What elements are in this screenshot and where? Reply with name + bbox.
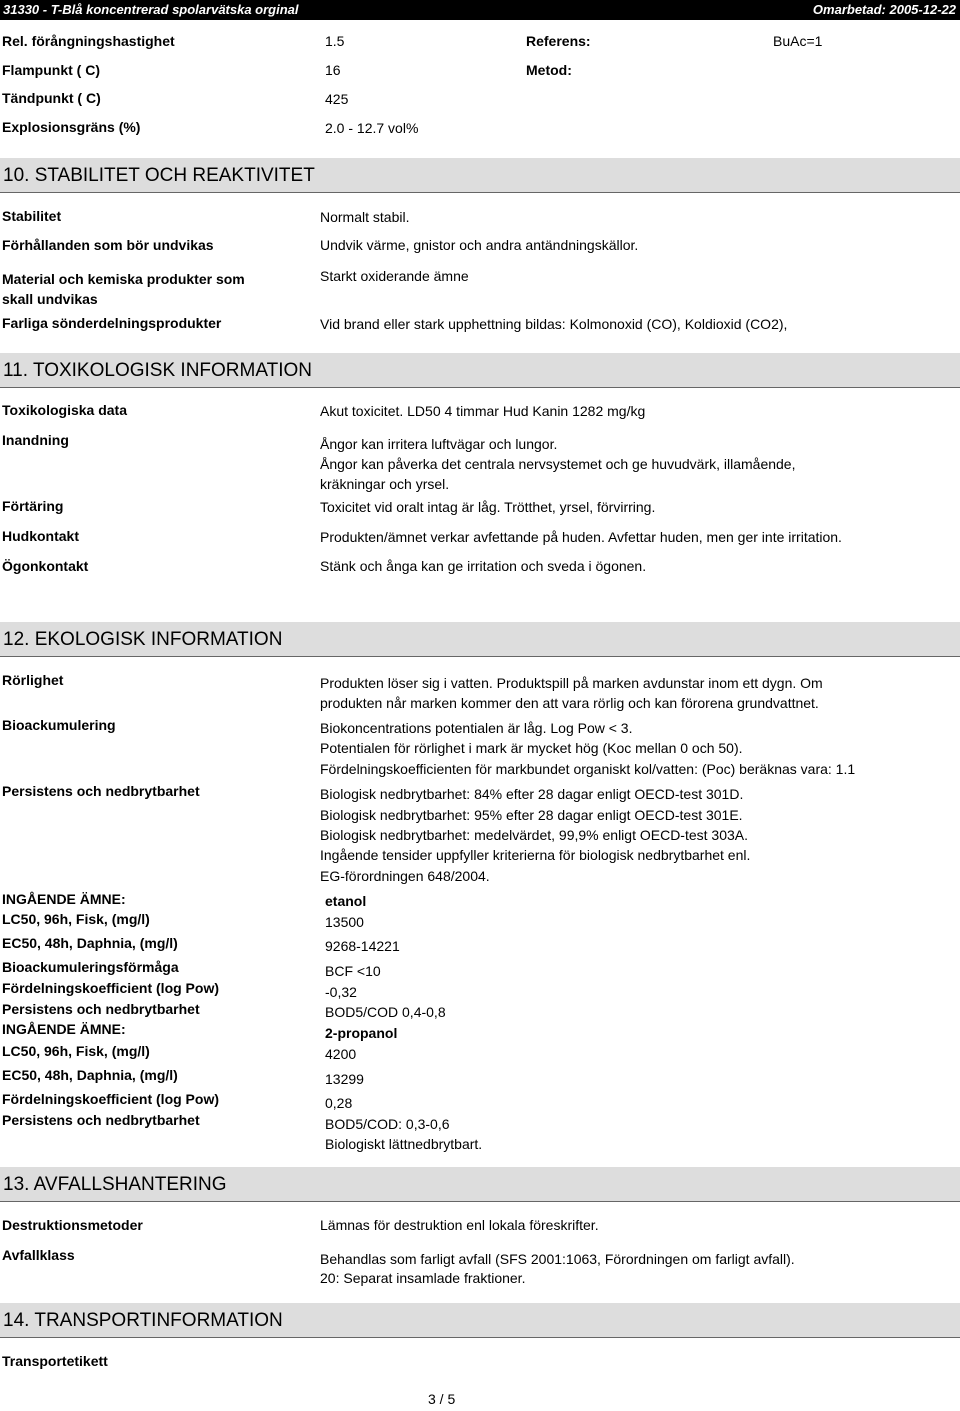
ingredient-value: BCF <10	[325, 963, 381, 979]
field-label: Inandning	[2, 432, 69, 448]
field-label: Persistens och nedbrytbarhet	[2, 783, 200, 799]
field-value: Biologisk nedbrytbarhet: 95% efter 28 dagar enligt OECD-test 301E.	[320, 807, 743, 823]
divider	[0, 192, 960, 193]
section-title: 11. TOXIKOLOGISK INFORMATION	[3, 360, 312, 381]
ingredient-name: etanol	[325, 893, 367, 909]
field-value: Fördelningskoefficienten för markbundet organiskt kol/vatten: (Poc) beräknas vara: 1.1	[320, 761, 856, 777]
field-value: Biokoncentrations potentialen är låg. Log Pow < 3.	[320, 720, 633, 736]
section-title: 13. AVFALLSHANTERING	[3, 1174, 227, 1195]
field-value: Biologisk nedbrytbarhet: 84% efter 28 dagar enligt OECD-test 301D.	[320, 786, 744, 802]
revision-date: Omarbetad: 2005-12-22	[812, 2, 956, 17]
prop-label: Explosionsgräns (%)	[2, 119, 141, 135]
ingredient-value: BOD5/COD: 0,3-0,6	[325, 1116, 450, 1132]
prop-value: 1.5	[325, 33, 345, 49]
field-value: EG-förordningen 648/2004.	[320, 868, 490, 884]
document-title: 31330 - T-Blå koncentrerad spolarvätska orginal	[3, 2, 299, 17]
ref-label: Referens:	[526, 33, 591, 49]
divider	[0, 1337, 960, 1338]
field-value: Potentialen för rörlighet i mark är mycket hög (Koc mellan 0 och 50).	[320, 740, 743, 756]
field-value: 20: Separat insamlade fraktioner.	[320, 1270, 526, 1286]
ingredient-value: 13500	[325, 914, 364, 930]
ingredient-value: 0,28	[325, 1095, 353, 1111]
ingredient-name: 2-propanol	[325, 1025, 398, 1041]
ingredient-label: LC50, 96h, Fisk, (mg/l)	[2, 911, 150, 927]
ingredient-label: INGÅENDE ÄMNE:	[2, 891, 126, 907]
field-value: Toxicitet vid oralt intag är låg. Trötthet, yrsel, förvirring.	[320, 499, 656, 515]
field-label: Material och kemiska produkter som	[2, 271, 245, 287]
section-14-header	[0, 1303, 960, 1337]
ingredient-label: EC50, 48h, Daphnia, (mg/l)	[2, 935, 178, 951]
field-label: Farliga sönderdelningsprodukter	[2, 315, 222, 331]
field-value: kräkningar och yrsel.	[320, 476, 450, 492]
prop-label: Rel. förångningshastighet	[2, 33, 175, 49]
ingredient-label: Fördelningskoefficient (log Pow)	[2, 1091, 219, 1107]
section-12-header	[0, 622, 960, 656]
field-label: Ögonkontakt	[2, 558, 89, 574]
field-value: Stänk och ånga kan ge irritation och sveda i ögonen.	[320, 558, 647, 574]
ingredient-value: 4200	[325, 1046, 357, 1062]
field-label: Förhållanden som bör undvikas	[2, 237, 214, 253]
field-value: Normalt stabil.	[320, 209, 410, 225]
section-title: 14. TRANSPORTINFORMATION	[3, 1310, 283, 1331]
field-label: Hudkontakt	[2, 528, 79, 544]
prop-label: Tändpunkt ( C)	[2, 90, 101, 106]
field-label: skall undvikas	[2, 291, 98, 307]
field-value: Behandlas som farligt avfall (SFS 2001:1063, Förordningen om farligt avfall).	[320, 1251, 795, 1267]
field-label: Destruktionsmetoder	[2, 1217, 143, 1233]
field-label: Rörlighet	[2, 672, 64, 688]
divider	[0, 387, 960, 388]
ingredient-label: Fördelningskoefficient (log Pow)	[2, 980, 219, 996]
field-label: Stabilitet	[2, 208, 62, 224]
prop-label: Flampunkt ( C)	[2, 62, 100, 78]
field-label: Toxikologiska data	[2, 402, 127, 418]
ingredient-label: Persistens och nedbrytbarhet	[2, 1112, 200, 1128]
field-value: produkten når marken kommer den att vara rörlig och kan förorena grundvattnet.	[320, 695, 819, 711]
section-11-header	[0, 353, 960, 387]
ingredient-label: Bioackumuleringsförmåga	[2, 959, 179, 975]
ingredient-value: BOD5/COD 0,4-0,8	[325, 1004, 446, 1020]
ingredient-label: Persistens och nedbrytbarhet	[2, 1001, 200, 1017]
section-title: 10. STABILITET OCH REAKTIVITET	[3, 165, 315, 186]
prop-value: 425	[325, 91, 349, 107]
ingredient-value: 9268-14221	[325, 938, 400, 954]
divider	[0, 656, 960, 657]
field-value: Ångor kan påverka det centrala nervsystemet och ge huvudvärk, illamående,	[320, 456, 796, 472]
field-value: Produkten/ämnet verkar avfettande på huden. Avfettar huden, men ger inte irritation.	[320, 529, 842, 545]
section-13-header	[0, 1167, 960, 1201]
ingredient-value: 13299	[325, 1071, 364, 1087]
ingredient-label: LC50, 96h, Fisk, (mg/l)	[2, 1043, 150, 1059]
field-value: Ångor kan irritera luftvägar och lungor.	[320, 436, 558, 452]
ref-value: BuAc=1	[773, 33, 823, 49]
field-value: Biologisk nedbrytbarhet: medelvärdet, 99,9% enligt OECD-test 303A.	[320, 827, 749, 843]
header-bar	[0, 0, 960, 20]
field-value: Undvik värme, gnistor och andra antändningskällor.	[320, 237, 639, 253]
ingredient-value: -0,32	[325, 984, 357, 1000]
divider	[0, 1201, 960, 1202]
ingredient-value: Biologiskt lättnedbrytbart.	[325, 1136, 483, 1152]
field-value: Akut toxicitet. LD50 4 timmar Hud Kanin 1282 mg/kg	[320, 403, 646, 419]
section-10-header	[0, 158, 960, 192]
prop-value: 2.0 - 12.7 vol%	[325, 120, 419, 136]
field-value: Lämnas för destruktion enl lokala föreskrifter.	[320, 1217, 599, 1233]
field-label: Förtäring	[2, 498, 64, 514]
field-label: Bioackumulering	[2, 717, 116, 733]
field-value: Starkt oxiderande ämne	[320, 268, 469, 284]
metod-label: Metod:	[526, 62, 572, 78]
ingredient-label: INGÅENDE ÄMNE:	[2, 1021, 126, 1037]
field-value: Produkten löser sig i vatten. Produktspill på marken avdunstar inom ett dygn. Om	[320, 675, 823, 691]
field-value: Vid brand eller stark upphettning bildas: Kolmonoxid (CO), Koldioxid (CO2),	[320, 316, 788, 332]
section-title: 12. EKOLOGISK INFORMATION	[3, 629, 283, 650]
field-label: Transportetikett	[2, 1353, 108, 1369]
field-label: Avfallklass	[2, 1247, 75, 1263]
field-value: Ingående tensider uppfyller kriterierna för biologisk nedbrytbarhet enl.	[320, 847, 751, 863]
page-number: 3 / 5	[428, 1391, 456, 1407]
ingredient-label: EC50, 48h, Daphnia, (mg/l)	[2, 1067, 178, 1083]
prop-value: 16	[325, 62, 341, 78]
